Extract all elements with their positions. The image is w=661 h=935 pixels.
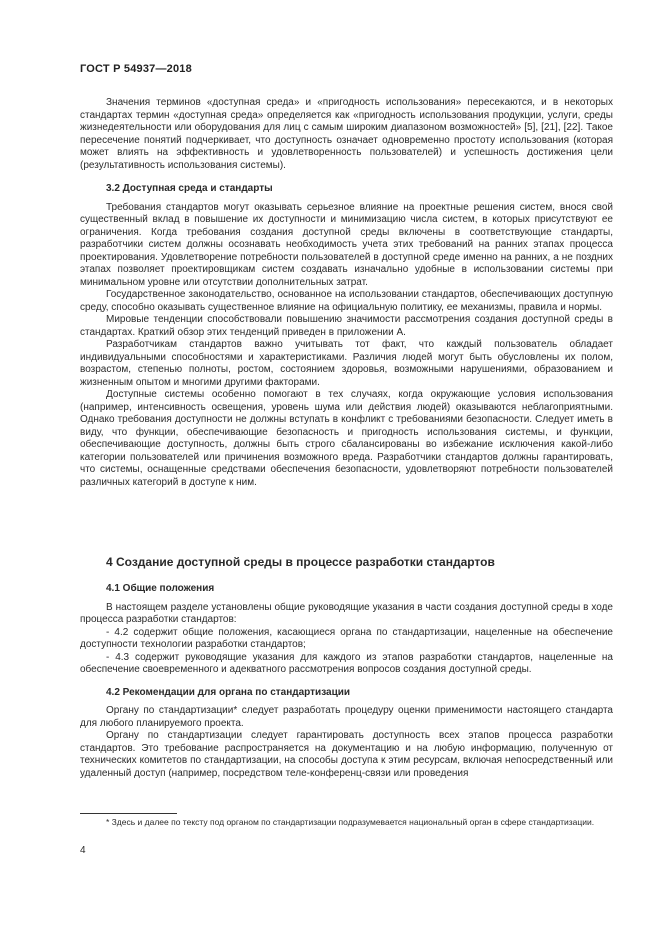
section-heading: 3.2 Доступная среда и стандарты <box>106 183 273 194</box>
paragraph: В настоящем разделе установлены общие руководящие указания в части создания доступной среды в ходе процесса разработки стандартов: <box>80 601 613 625</box>
paragraph: Государственное законодательство, основанное на использовании стандартов, обеспечивающих доступную среду, способно оказывать существенное влияние на официальную политику, ее механизмы, правила и нормы. <box>80 289 613 313</box>
paragraph: Органу по стандартизации* следует разработать процедуру оценки применимости настоящего стандарта для любого планируемого проекта. <box>80 705 613 729</box>
paragraph: Значения терминов «доступная среда» и «пригодность использования» пересекаются, и в некоторых стандартах термин «доступная среда» определяется как «пригодность использования продукции, услуги, среды жизнедеятельности или оборудования для лиц с самым широким диапазоном возможностей» [5], [21], [22]. Такое пересечение понятий подчеркивает, что доступность означает одновременно простоту использования (которая может влиять на эффективность и удовлетворенность пользователей) и успешность достижения цели (результативность использования системы). <box>80 97 613 171</box>
section-heading: 4.1 Общие положения <box>106 583 215 594</box>
section-3-2 <box>80 183 613 489</box>
paragraph: Требования стандартов могут оказывать серьезное влияние на проектные решения систем, внося свой существенный вклад в повышение их доступности и минимизацию числа систем, в которых присутствуют ее ограничения. Когда требования создания доступной среды включены в соответствующие стандарты, разработчики систем должны осознавать необходимость учета этих требований на ранних этапах процесса проектирования. Удовлетворение потребности пользователей в доступной среде именно на ранних, а не поздних этапах позволяет проектировщикам систем создавать изначально удобные в использовании системы при минимальном уровне или отсутствии дополнительных затрат. <box>80 201 613 288</box>
footnote-text: * Здесь и далее по тексту под органом по стандартизации подразумевается национальный орган в сфере стандартизации. <box>106 817 595 827</box>
document-header: ГОСТ Р 54937—2018 <box>80 63 192 75</box>
footnote <box>80 817 613 828</box>
paragraph: Разработчикам стандартов важно учитывать тот факт, что каждый пользователь обладает индивидуальными способностями и характеристиками. Различия людей могут быть обусловлены их полом, возрастом, степенью полноты, ростом, состоянием здоровья, возможными нарушениями, образованием и жизненным опытом и многими другими факторами. <box>80 339 613 388</box>
footnote-divider <box>80 813 177 814</box>
section-heading: 4.2 Рекомендации для органа по стандартизации <box>106 686 351 698</box>
page-number: 4 <box>80 845 86 856</box>
paragraph: Органу по стандартизации следует гарантировать доступность всех этапов процесса разработки стандартов. Это требование распространяется на документацию и на любую информацию, полученную от технических комитетов по стандартизации, на способы доступа к этим ресурсам, включая непосредственный или удаленный доступ (например, посредством теле-конференц-связи или проведения <box>80 730 613 779</box>
paragraph: Доступные системы особенно помогают в тех случаях, когда окружающие условия использования (например, интенсивность освещения, уровень шума или действия людей) оказываются неблагоприятными. Однако требования доступности не должны вступать в конфликт с требованиями безопасности. Следует иметь в виду, что функции, обеспечивающие безопасность и пригодность использования системы, и функции, обеспечивающие доступность, должны быть строго сбалансированы во избежание исключения какой-либо категории пользователей или причинения возможного вреда. Разработчики стандартов должны гарантировать, что системы, оснащенные средствами обеспечения безопасности, удовлетворяют потребности пользователей различных категорий в доступе к ним. <box>80 389 613 488</box>
list-item: - 4.2 содержит общие положения, касающиеся органа по стандартизации, нацеленные на обеспечение доступности технологии разработки стандартов; <box>80 626 613 650</box>
paragraph: Мировые тенденции способствовали повышению значимости рассмотрения создания доступной среды в стандартах. Краткий обзор этих тенденций приведен в приложении А. <box>80 314 613 338</box>
section-4 <box>80 555 613 780</box>
chapter-heading: 4 Создание доступной среды в процессе разработки стандартов <box>106 555 495 569</box>
intro-section <box>80 97 613 172</box>
list-item: - 4.3 содержит руководящие указания для каждого из этапов разработки стандартов, нацеленные на обеспечение своевременного и адекватного рассмотрения вопросов создания доступной среды. <box>80 651 613 675</box>
